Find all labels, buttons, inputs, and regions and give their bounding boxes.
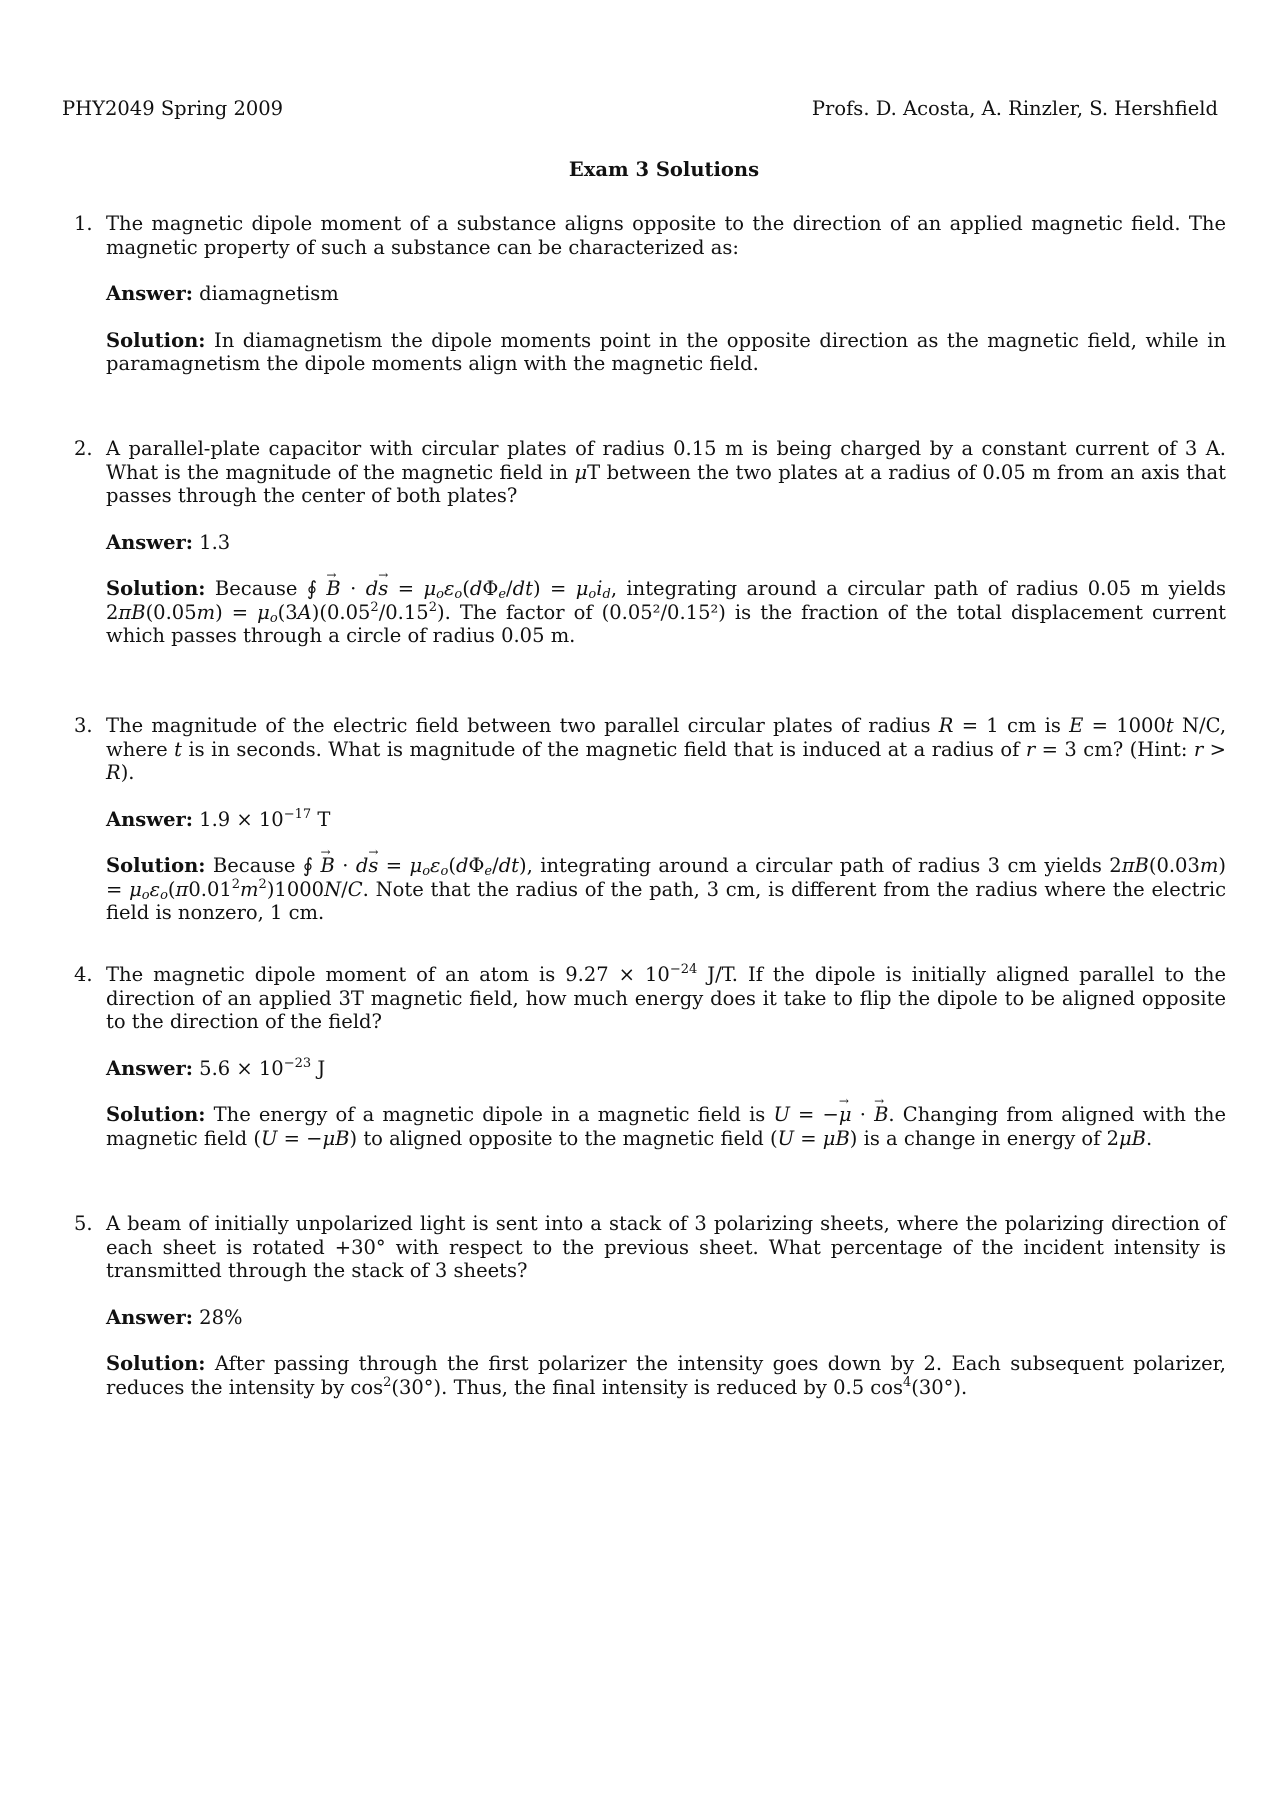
- answer: [106, 1306, 1226, 1330]
- answer-label: Answer:: [106, 282, 193, 305]
- question-text: The magnetic dipole moment of a substance aligns opposite to the direction of an applied magnetic field. The magnetic property of such a substance can be characterized as:: [106, 212, 1226, 259]
- solution-label: Solution:: [106, 1352, 206, 1375]
- question-3: [74, 714, 1226, 925]
- question-number: 4.: [74, 963, 93, 986]
- answer: Answer: $1.9 \times 10^{-17}$ T: [106, 806, 331, 831]
- question-2: [74, 437, 1226, 648]
- answer-label: Answer:: [106, 807, 193, 831]
- question-number: 1.: [74, 212, 93, 235]
- answer: [106, 282, 1226, 306]
- solution: [106, 329, 1226, 376]
- solution-label: Solution:: [106, 328, 206, 352]
- solution-text: In diamagnetism the dipole moments point in the opposite direction as the magnetic field, while in paramagnetism the dipole moments align with the magnetic field.: [106, 328, 1227, 375]
- answer-value: 1.3: [199, 530, 231, 554]
- question-number: 5.: [74, 1212, 93, 1235]
- professors-header: Profs. D. Acosta, A. Rinzler, S. Hershfield: [811, 97, 1218, 120]
- answer-label: Answer:: [106, 1056, 193, 1080]
- question-number: 3.: [74, 714, 93, 737]
- question-text: A parallel-plate capacitor with circular plates of radius 0.15 m is being charged by a constant current of 3 A. What is the magnitude of the magnetic field in μT between the two plates at a radius of 0.05 m from an axis that passes through the center of both plates?: [106, 437, 1226, 507]
- question-number: 2.: [74, 437, 93, 460]
- answer: Answer: $5.6 \times 10^{-23}$ J: [106, 1055, 326, 1080]
- answer-value: 28%: [199, 1305, 243, 1329]
- question-text: The magnetic dipole moment of an atom is $9.27 \times 10^{-24}$ J/T. If the dipole is initially aligned parallel to the direction of an applied 3T magnetic field, how much energy does it take to flip the dipole to be aligned opposite to the direction of the field?: [106, 962, 1227, 1033]
- solution-label: Solution:: [106, 1103, 206, 1126]
- question-5: [74, 1212, 1226, 1399]
- solution: Solution: Because ∮ B → · ds → = $\mu_o\varepsilon_o(d\Phi_e/dt)$, integrating around a circular path of radius 3 cm yields $2\pi B(0.03m) = \mu_o\varepsilon_o(\pi 0.01^2m^2)1000N/C$. Note that the radius of the path, 3 cm, is different from the radius where the electric field is nonzero, 1 cm.: [106, 854, 1226, 925]
- answer-value: diamagnetism: [199, 282, 339, 305]
- solution-label: Solution:: [106, 577, 206, 600]
- answer-label: Answer:: [106, 1305, 193, 1329]
- answer: [106, 531, 1226, 555]
- page-title: Exam 3 Solutions: [568, 158, 760, 181]
- question-text: The magnitude of the electric field between two parallel circular plates of radius R = 1 cm is E = 1000t N/C, where t is in seconds. What is magnitude of the magnetic field that is induced at a radius of r = 3 cm? (Hint: r > R).: [106, 714, 1227, 784]
- question-4: [74, 963, 1226, 1150]
- question-1: [74, 212, 1226, 376]
- solution: Solution: After passing through the first polarizer the intensity goes down by 2. Each subsequent polarizer, reduces the intensity by $\cos^2(30^\circ)$. Thus, the final intensity is reduced by 0.5 $\cos^4(30^\circ)$.: [106, 1352, 1226, 1399]
- course-header: PHY2049 Spring 2009: [62, 97, 284, 120]
- answer-label: Answer:: [106, 530, 193, 554]
- solution: Solution: The energy of a magnetic dipole in a magnetic field is U = −μ → · B →. Changing from aligned with the magnetic field (U = −μB) to aligned opposite to the magnetic field (U = μB) is a change in energy of 2μB.: [106, 1103, 1226, 1150]
- question-text: A beam of initially unpolarized light is sent into a stack of 3 polarizing sheets, where the polarizing direction of each sheet is rotated +30° with respect to the previous sheet. What percentage of the incident intensity is transmitted through the stack of 3 sheets?: [106, 1212, 1226, 1282]
- solution-label: Solution:: [106, 854, 206, 877]
- solution: Solution: Because ∮ B → · ds → = $\mu_o\varepsilon_o(d\Phi_e/dt) = \mu_oi_d$, integrating around a circular path of radius 0.05 m yields $2\pi B(0.05m) = \mu_o(3A)(0.05^2/0.15^2)$. The factor of (0.05²/0.15²) is the fraction of the total displacement current which passes through a circle of radius 0.05 m.: [106, 577, 1226, 648]
